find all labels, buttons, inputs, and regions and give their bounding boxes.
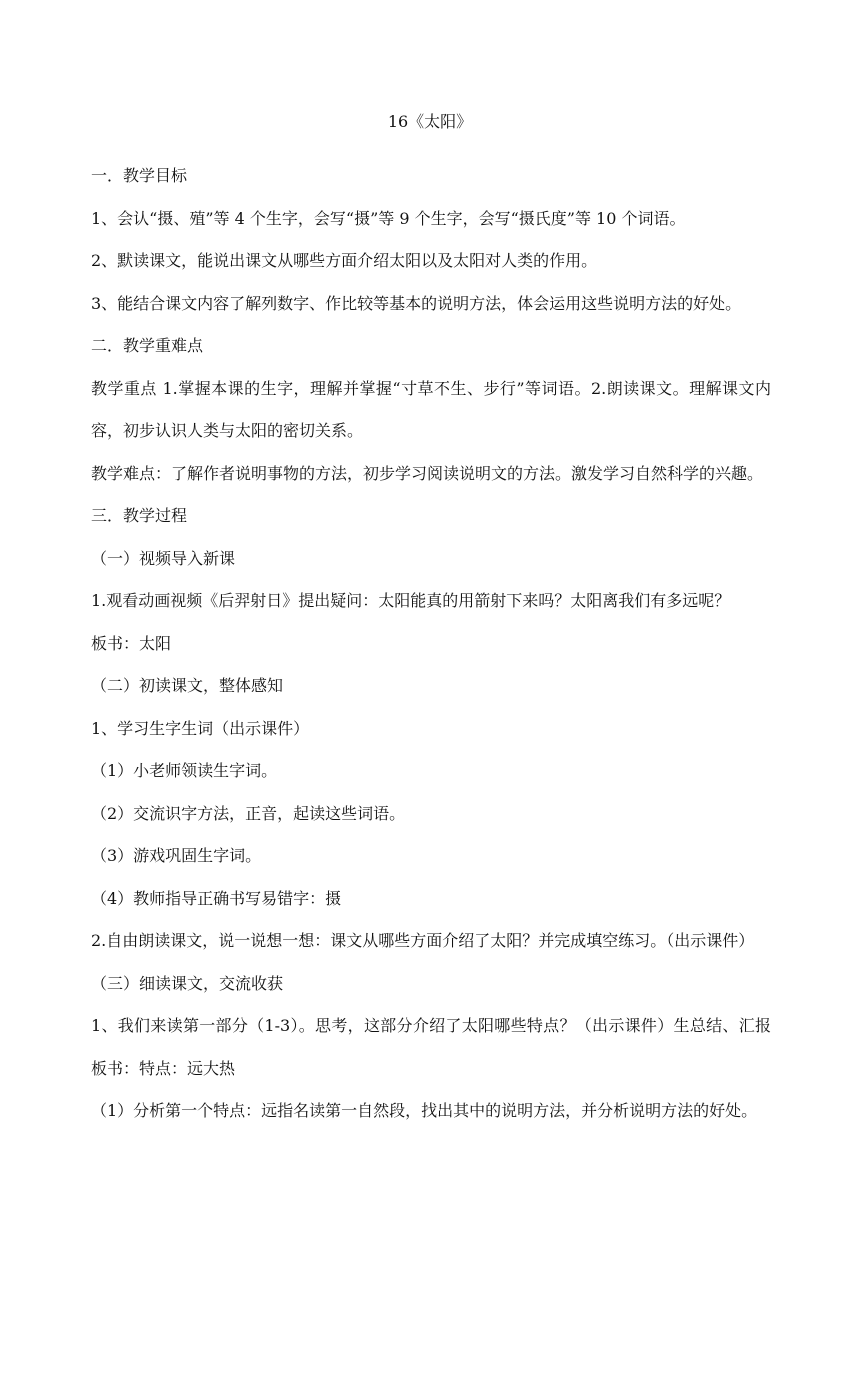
difficulty-paragraph: 教学难点：了解作者说明事物的方法，初步学习阅读说明文的方法。激发学习自然科学的兴趣。 <box>91 463 764 483</box>
vocab-substep-3: （3）游戏巩固生字词。 <box>91 846 262 865</box>
board-note: 板书：太阳 <box>91 633 172 653</box>
process-step-part-one: 1、我们来读第一部分（1-3）。思考，这部分介绍了太阳哪些特点？（出示课件）生总结、汇报板书：特点：远大热 <box>91 1016 771 1078</box>
section-heading-process: 三．教学过程 <box>91 506 188 525</box>
key-point-paragraph: 教学重点 1.掌握本课的生字，理解并掌握“寸草不生、步行”等词语。2.朗读课文。理解课文内容，初步认识人类与太阳的密切关系。 <box>91 378 771 440</box>
process-subheading-1: （一）视频导入新课 <box>91 548 236 568</box>
process-subheading-3: （三）细读课文，交流收获 <box>91 973 284 993</box>
objective-item-3: 3、能结合课文内容了解列数字、作比较等基本的说明方法，体会运用这些说明方法的好处。 <box>91 293 742 313</box>
objective-item-2: 2、默读课文，能说出课文从哪些方面介绍太阳以及太阳对人类的作用。 <box>91 251 598 270</box>
section-heading-key-points: 二．教学重难点 <box>91 336 204 355</box>
vocab-substep-1: （1）小老师领读生字词。 <box>91 761 278 780</box>
vocab-substep-4: （4）教师指导正确书写易错字：摄 <box>91 888 342 908</box>
document-body <box>91 155 771 1133</box>
analysis-step-1: （1）分析第一个特点：远指名读第一自然段，找出其中的说明方法，并分析说明方法的好处。 <box>91 1101 758 1120</box>
process-step-reading: 2.自由朗读课文，说一说想一想：课文从哪些方面介绍了太阳？并完成填空练习。（出示课件） <box>91 931 755 950</box>
document-title: 16《太阳》 <box>387 112 473 131</box>
objective-item-1: 1、会认“摄、殖”等 4 个生字，会写“摄”等 9 个生字，会写“摄氏度”等 10 个词语。 <box>91 208 686 228</box>
vocab-substep-2: （2）交流识字方法，正音，起读这些词语。 <box>91 803 406 823</box>
process-subheading-2: （二）初读课文，整体感知 <box>91 676 284 695</box>
process-step-video: 1.观看动画视频《后羿射日》提出疑问：太阳能真的用箭射下来吗？太阳离我们有多远呢？ <box>91 591 731 610</box>
process-step-vocab: 1、学习生字生词（出示课件） <box>91 718 310 738</box>
section-heading-objectives: 一．教学目标 <box>91 166 188 185</box>
